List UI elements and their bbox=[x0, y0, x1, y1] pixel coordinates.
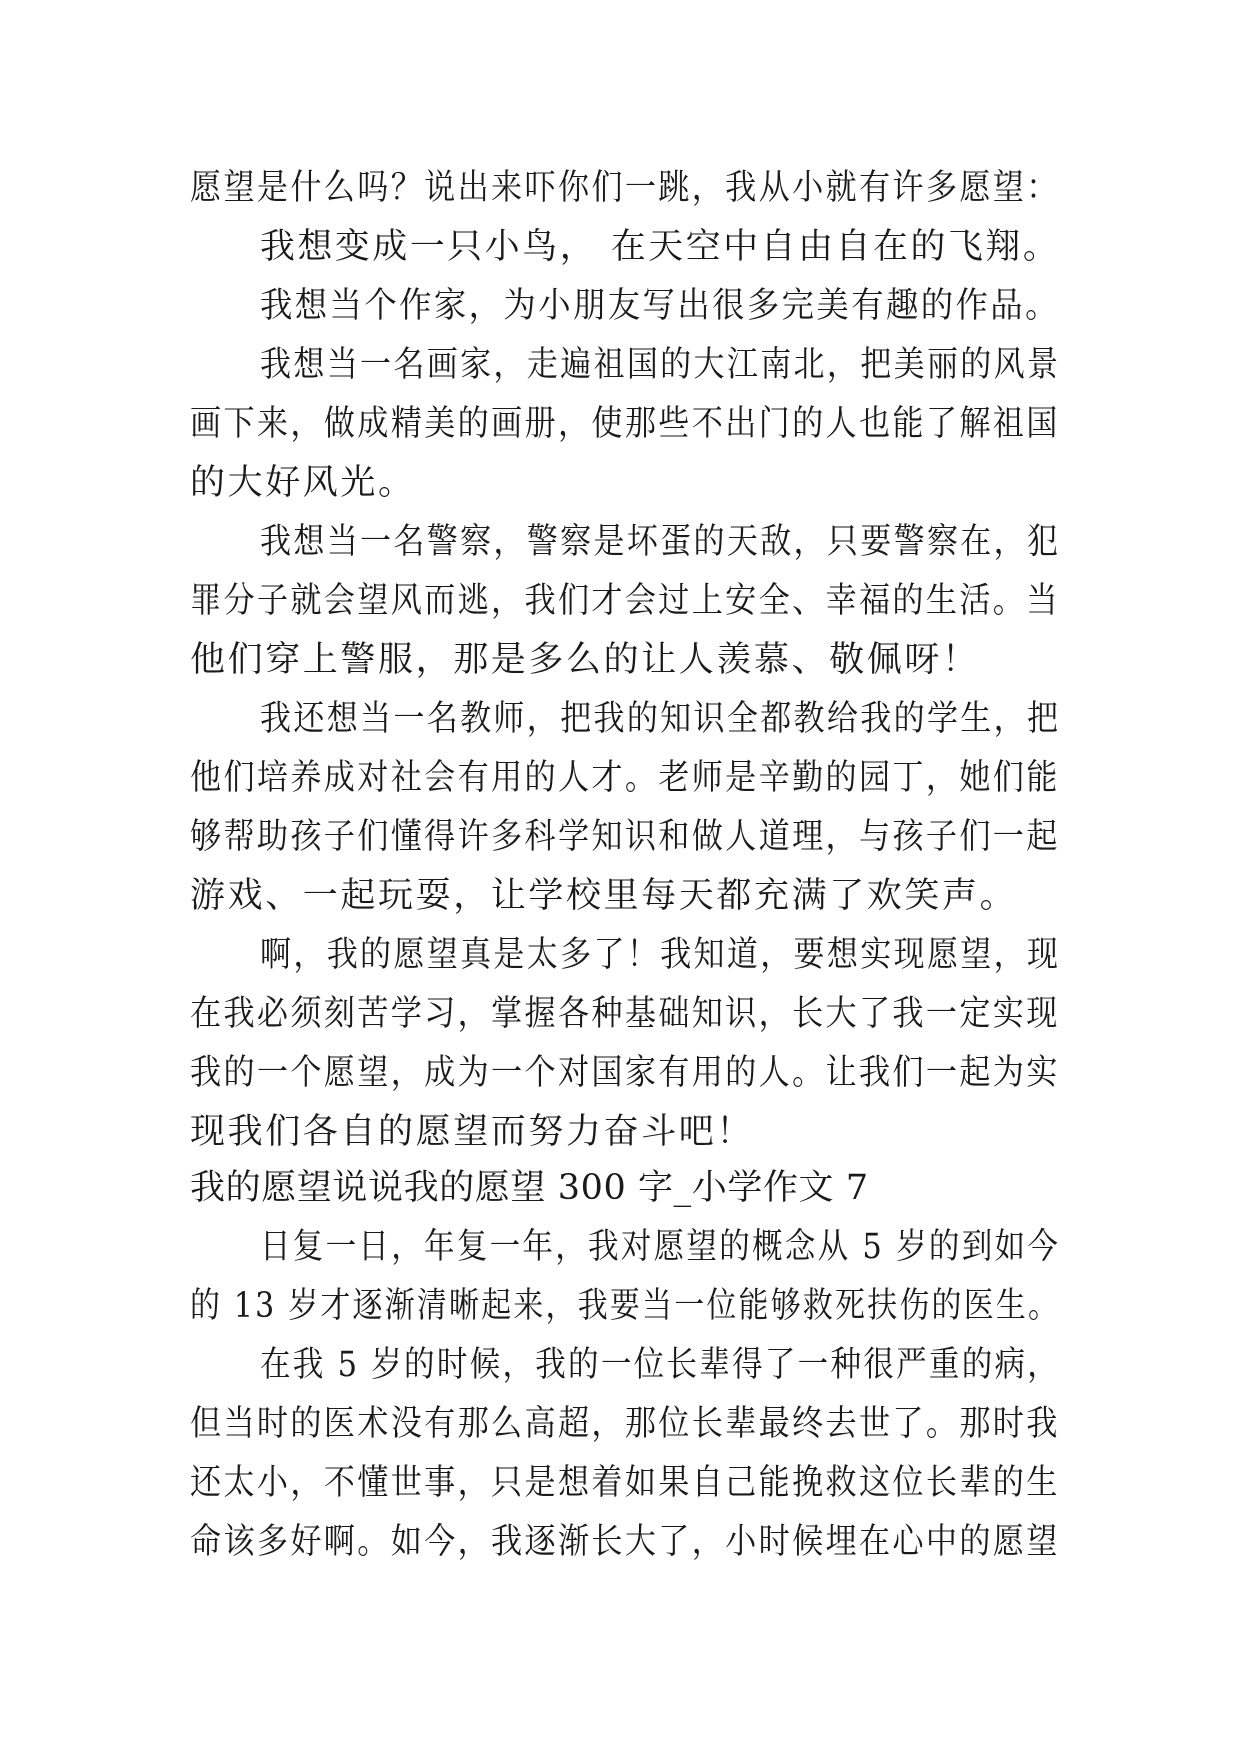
text-line: 还太小，不懂世事，只是想着如果自己能挽救这位长辈的生 bbox=[190, 1463, 1060, 1503]
paragraph-line: 我想当个作家，为小朋友写出很多完美有趣的作品。 bbox=[260, 286, 1060, 326]
text-line: 现我们各自的愿望而努力奋斗吧！ bbox=[190, 1112, 755, 1152]
paragraph-line: 我想当一名画家，走遍祖国的大江南北，把美丽的风景 bbox=[260, 345, 1061, 385]
text-line: 画下来，做成精美的画册，使那些不出门的人也能了解祖国 bbox=[190, 404, 1060, 444]
text-line: 游戏、一起玩耍，让学校里每天都充满了欢笑声。 bbox=[190, 876, 1018, 916]
text-line: 我的一个愿望，成为一个对国家有用的人。让我们一起为实 bbox=[190, 1053, 1060, 1093]
text-line: 的 13 岁才逐渐清晰起来，我要当一位能够救死扶伤的医生。 bbox=[190, 1286, 1061, 1326]
paragraph-line: 在我 5 岁的时候，我的一位长辈得了一种很严重的病， bbox=[260, 1345, 1061, 1385]
paragraph-line: 啊，我的愿望真是太多了！我知道，要想实现愿望，现 bbox=[260, 935, 1061, 975]
text-line: 但当时的医术没有那么高超，那位长辈最终去世了。那时我 bbox=[190, 1404, 1060, 1444]
text-line: 罪分子就会望风而逃，我们才会过上安全、幸福的生活。当 bbox=[190, 581, 1060, 621]
section-heading: 我的愿望说说我的愿望 300 字_小学作文 7 bbox=[190, 1168, 869, 1208]
text-line: 的大好风光。 bbox=[190, 463, 416, 503]
text-line: 愿望是什么吗？说出来吓你们一跳，我从小就有许多愿望： bbox=[190, 168, 1060, 208]
paragraph-line: 我还想当一名教师，把我的知识全都教给我的学生，把 bbox=[260, 699, 1061, 739]
paragraph-line: 我想变成一只小鸟， 在天空中自由自在的飞翔。 bbox=[260, 227, 1061, 267]
text-line: 他们穿上警服，那是多么的让人羡慕、敬佩呀！ bbox=[190, 640, 980, 680]
text-line: 在我必须刻苦学习，掌握各种基础知识，长大了我一定实现 bbox=[190, 994, 1060, 1034]
text-line: 命该多好啊。如今，我逐渐长大了，小时候埋在心中的愿望 bbox=[190, 1522, 1060, 1562]
text-line: 他们培养成对社会有用的人才。老师是辛勤的园丁，她们能 bbox=[190, 758, 1060, 798]
text-line: 够帮助孩子们懂得许多科学知识和做人道理，与孩子们一起 bbox=[190, 817, 1060, 857]
paragraph-line: 我想当一名警察，警察是坏蛋的天敌，只要警察在，犯 bbox=[260, 522, 1061, 562]
paragraph-line: 日复一日，年复一年，我对愿望的概念从 5 岁的到如今 bbox=[260, 1227, 1061, 1267]
